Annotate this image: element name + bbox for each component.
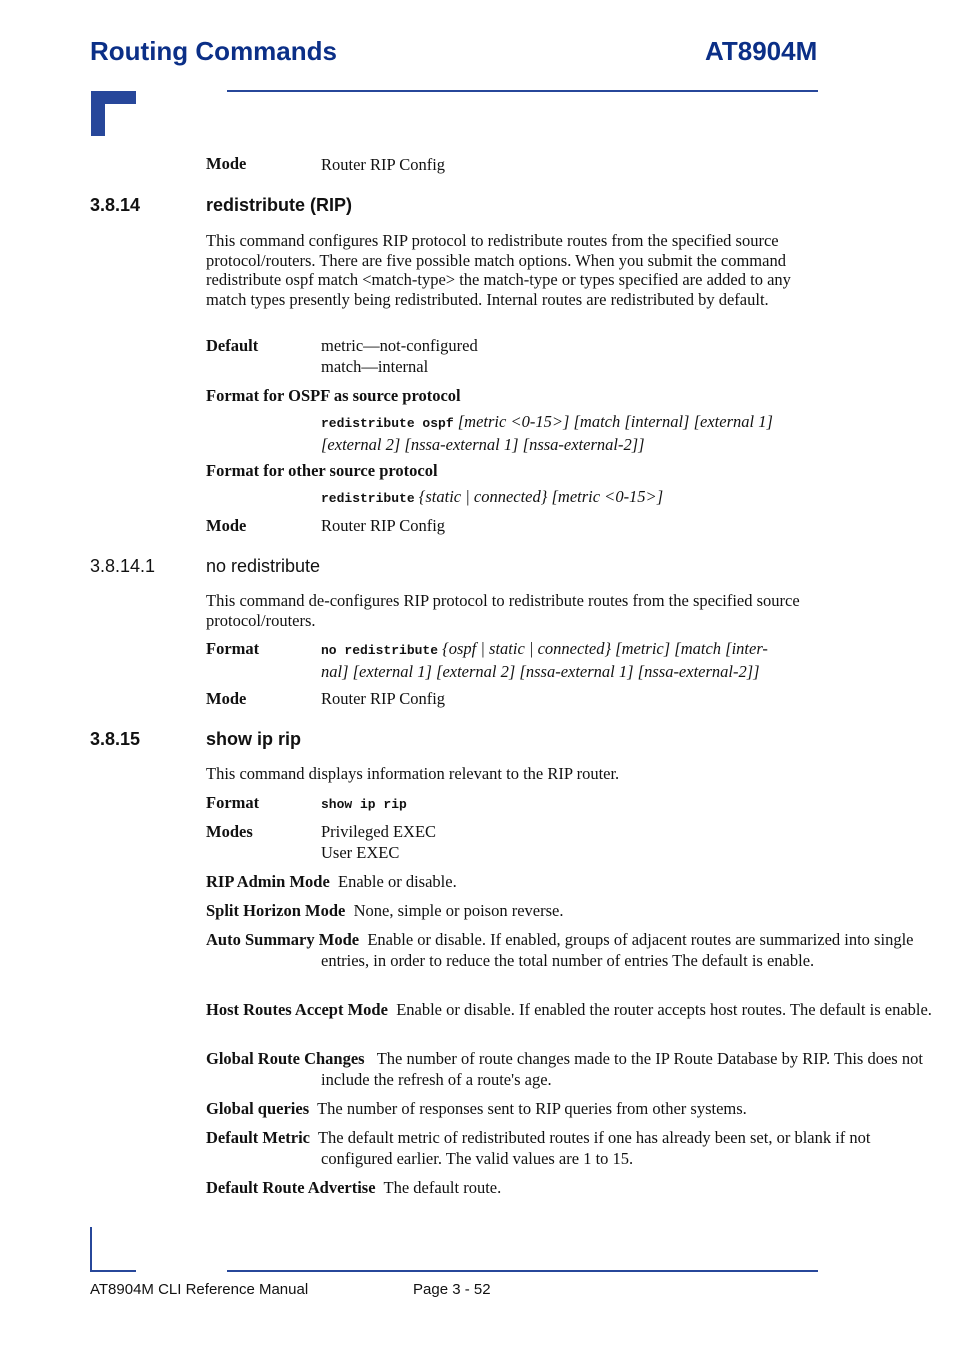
field-term: Auto Summary Mode (206, 930, 360, 949)
section-title-38141: no redistribute (206, 556, 321, 576)
header-rule (227, 90, 818, 92)
section-3814-mode-value: Router RIP Config (321, 516, 446, 535)
field-term: Default Route Advertise (206, 1178, 376, 1197)
default-values (321, 335, 821, 377)
other-format-command (321, 486, 821, 509)
field-global-queries (206, 1098, 933, 1119)
field-desc: The default metric of redistributed routes if one has already been set, or blank if not configured earlier. The valid values are 1 to 15. (317, 1128, 871, 1168)
ospf-command-args-1: [metric <0-15>] [match [internal] [external 1] (457, 412, 773, 431)
default-label: Default (206, 336, 259, 355)
field-term: Global Route Changes (206, 1049, 365, 1068)
other-format-heading: Format for other source protocol (206, 461, 438, 480)
no-redistribute-format-label: Format (206, 639, 260, 658)
default-line-metric: metric—not-configured (321, 336, 478, 355)
section-3815-paragraph: This command displays information relevant to the RIP router. (206, 764, 620, 783)
section-title-3814: redistribute (RIP) (206, 195, 353, 215)
field-desc: Enable or disable. If enabled the router accepts host routes. The default is enable. (396, 1000, 932, 1019)
bottom-bracket-vertical (90, 1227, 92, 1272)
no-redistribute-keyword: no redistribute (321, 643, 439, 658)
field-desc: None, simple or poison reverse. (353, 901, 564, 920)
section-number-3815: 3.8.15 (90, 729, 141, 749)
field-split-horizon-mode (206, 900, 933, 921)
section-title-3815: show ip rip (206, 729, 302, 749)
field-term: Split Horizon Mode (206, 901, 346, 920)
section-3814-paragraph: This command configures RIP protocol to redistribute routes from the specified source protocol/routers. There are five possible match options. When you submit the command redistribute ospf match <match-type> the match-type or types specified are added to any match types presently being redistributed. Internal routes are redistributed by default. (206, 231, 791, 309)
bottom-bracket-horizontal (90, 1270, 136, 1272)
section-38141-mode-value: Router RIP Config (321, 689, 446, 708)
field-desc: Enable or disable. If enabled, groups of adjacent routes are summarized into single entries, in order to reduce the total number of entries The default is enable. (321, 930, 914, 970)
field-default-route-advertise (206, 1177, 933, 1198)
field-term: Global queries (206, 1099, 310, 1118)
section-38141-mode-label: Mode (206, 689, 247, 708)
section-38141-paragraph: This command de-configures RIP protocol to redistribute routes from the specified source protocol/routers. (206, 591, 800, 630)
header-right-title: AT8904M (705, 36, 818, 66)
ospf-format-heading: Format for OSPF as source protocol (206, 386, 461, 405)
field-host-routes-accept-mode (206, 999, 933, 1020)
field-term: RIP Admin Mode (206, 872, 330, 891)
ospf-command-args-2: [external 2] [nssa-external 1] [nssa-external-2]] (321, 435, 645, 454)
section-number-3814: 3.8.14 (90, 195, 141, 215)
field-desc: The number of responses sent to RIP queries from other systems. (317, 1099, 747, 1118)
other-command-keyword: redistribute (321, 491, 415, 506)
no-redistribute-args-2: nal] [external 1] [external 2] [nssa-external 1] [nssa-external-2]] (321, 662, 760, 681)
field-term: Host Routes Accept Mode (206, 1000, 388, 1019)
field-global-route-changes (206, 1048, 933, 1090)
header-left-title: Routing Commands (90, 36, 337, 66)
ospf-format-command (321, 411, 821, 455)
default-line-match: match—internal (321, 357, 429, 376)
field-desc: The number of route changes made to the IP Route Database by RIP. This does not include the refresh of a route's age. (321, 1049, 923, 1089)
top-mode-label: Mode (206, 154, 247, 173)
section-3814-mode-label: Mode (206, 516, 247, 535)
footer-page-number: Page 3 - 52 (413, 1281, 491, 1298)
modes-label: Modes (206, 822, 253, 841)
modes-values (321, 821, 821, 863)
modes-line-privileged: Privileged EXEC (321, 822, 437, 841)
show-ip-rip-keyword: show ip rip (321, 797, 407, 812)
top-mode-value: Router RIP Config (321, 155, 446, 174)
show-ip-rip-format-label: Format (206, 793, 260, 812)
footer-manual-title: AT8904M CLI Reference Manual (90, 1281, 309, 1298)
no-redistribute-args-1: {ospf | static | connected} [metric] [match [inter- (442, 639, 768, 658)
footer-rule (227, 1270, 818, 1272)
field-desc: The default route. (383, 1178, 502, 1197)
field-term: Default Metric (206, 1128, 310, 1147)
ospf-command-keyword: redistribute ospf (321, 416, 454, 431)
field-auto-summary-mode (206, 929, 933, 971)
show-ip-rip-format-command (321, 792, 821, 815)
modes-line-user: User EXEC (321, 843, 400, 862)
field-rip-admin-mode (206, 871, 933, 892)
other-command-args: {static | connected} [metric <0-15>] (418, 487, 664, 506)
top-bracket-vertical (91, 91, 105, 136)
section-number-38141: 3.8.14.1 (90, 556, 156, 576)
field-default-metric (206, 1127, 933, 1169)
field-desc: Enable or disable. (338, 872, 457, 891)
no-redistribute-format-command (321, 638, 818, 682)
